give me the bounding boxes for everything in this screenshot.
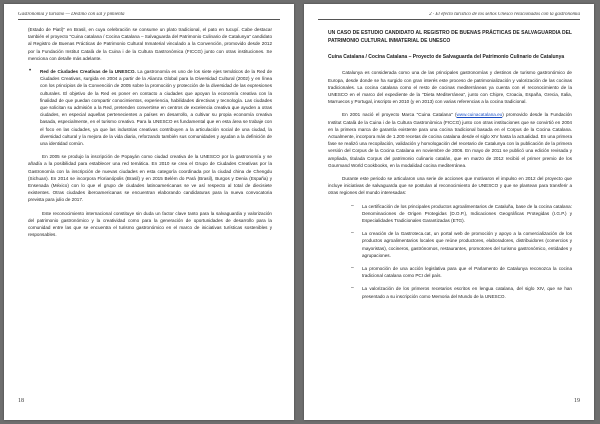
creative-cities-bullet-title: Red de Ciudades Creativas de la UNESCO. [40,69,136,75]
list-item-text: La promoción de una acción legislativa para que el Parlamento de Catalunya reconozca la cocina tradicional catalana como PCI del país. [362,266,572,279]
list-item [350,230,572,259]
right-page-content [328,26,572,306]
list-item [350,203,572,225]
dash-bullet-icon: – [351,230,354,237]
right-page-number: 19 [574,398,580,404]
left-page-number: 18 [18,398,24,404]
left-intro-paragraph: (Estado de Piatí)" en Brasil, en cuya celebración se consume un plato tradicional, el pato en tucupí. Cabe destacar también el proyecto "Cuina catalana / Cocina Catalana – Salvaguarda del Patrimonio Culinario de Catalunya" candidato al Registro de Buenas Prácticas de Patrimonio Cultural Inmaterial vinculado a la Convención, promovido desde 2012 por la Fundación Institut Català de la Cuina i de la Cultura Gastronòmica (FICCG) junto con otras instituciones. Se menciona con detalle más adelante. [28,27,272,61]
dash-bullet-icon: – [351,202,354,209]
creative-cities-bullet [28,68,272,147]
left-page [4,4,294,420]
right-running-header: 2 · El efecto turístico de los sellos Unesco relacionados con la gastronomía [318,12,580,20]
list-item [350,265,572,279]
bullet-dot-icon: • [29,68,32,75]
safeguard-actions-list [328,203,572,300]
cuina-catalana-link[interactable]: www.cuinacatalana.eu [456,112,503,118]
case-study-subtitle: Cuina Catalana / Cocina Catalana – Proyecto de Salvaguarda del Patrimonio Culinario de Catalunya [328,53,565,60]
left-paragraph-popayan: En 2005 se produjo la inscripción de Popayán como ciudad creativa de la UNESCO por la gastronomía y se añadía a la posibilidad para establecer una red temática. En 2010 se crea el Grupo de Ciudades Creativas por la Gastronomía con la inscripción de nuevas ciudades en esta categoría coordinada por la ciudad china de Chengdu (Sichuan). En 2014 se incorpora Florianópolis (Brasil) y en 2015 Belém do Pará (Brasil), Burgos y Denia (España) y Ensenada (México) con lo que el grupo de ciudades latinoamericanas se ve así respecto al total de diecisiete existentes. Otras ciudades iberoamericanas se encuentran elaborando candidaturas para la nueva convocatoria prevista para julio de 2017. [28,154,272,203]
paragraph-text-before-link: En 2001 nació el proyecto Marca "Cuina Catalana" ( [342,112,457,118]
right-paragraph-cuina-catalana [328,111,572,169]
list-item [350,285,572,299]
list-item-text: La creación de la Gastroteca.cat, un portal web de promoción y apoyo a la comercialización de los productos agroalimentarios locales que reúne productores, elaboradores, distribuidores (comercios y mayoristas), cocineros, gastrónomos, restaurantes, promotores del turismo gastronómico, entidades y agrupaciones. [362,231,572,258]
case-study-title: UN CASO DE ESTUDIO CANDIDATO AL REGISTRO DE BUENAS PRÁCTICAS DE SALVAGUARDIA DEL PATRIMONIO CULTURAL INMATERIAL DE UNESCO [328,30,572,44]
right-page [304,4,594,420]
left-running-header: Gastronomía y turismo — Destino con sal y pimienta [18,12,280,20]
right-paragraph-catalunya: Catalunya es considerada como una de las principales gastronomías y destinos de turismo gastronómico de Europa, desde donde se ha surgido con gran interés este proceso de patrimonialización y valorización de las cocinas tradicionales. La cocina catalana como el resto de cocinas mediterráneas ya cuenta con el reconocimiento de la UNESCO en el marco del expediente de la "Dieta Mediterránea", junto con Chipre, Croacia, España, Grecia, Italia, Marruecos y Portugal, inscripto en 2010 (y en 2013) con varias referencias a la cocina tradicional. [328,70,572,105]
list-item-text: La certificación de los principales productos agroalimentarios de Cataluña, base de la cocina catalana: Denominaciones de Origen Protegidas (D.O.P.), Indicaciones Geográficas Protegidas (I.G.P.) y Especialidades Tradicionales Garantizadas (ETG). [362,203,572,224]
list-item-text: La valorización de los primeros recetarios escritos en lengua catalana, del siglo XIV, que se han presentado a su inscripción como Memoria del Mundo de la UNESCO. [362,286,572,299]
dash-bullet-icon: – [351,285,354,292]
creative-cities-bullet-text: La gastronomía es uno de los siete ejes temáticos de la Red de Ciudades Creativas, surgida en 2004 a partir de la Alianza Global para la Diversidad Cultural (2002) y en línea con los principios de la Convención de 2005 sobre la promoción y protección de la diversidad de las expresiones culturales. El objetivo de la Red es poner en contacto a ciudades que apoyan la economía creativa con la finalidad de que puedan compartir conocimientos, experiencia, habilidades directivas y tecnología. Las ciudades que solicitan su admisión a la Red, pretenden convertirse en centros de excelencia creativa que ayuden a otras ciudades, en especial aquellas pertenecientes a países en desarrollo, a cultivar su propia economía creativa basada, especialmente, en el turismo creativo. Para la UNESCO es fundamental que en esta área se trabaje con el foco en las ciudades, ya que las industrias creativas contribuyen a la articulación social de una ciudad, la diversidad cultural y la mejora de la vida diaria, reforzando también sus comunidades y ayudan a la definición de una identidad común. [40,69,272,147]
dash-bullet-icon: – [351,265,354,272]
left-paragraph-recognition: Este reconocimiento internacional constituye sin duda un factor clave tanto para la salvaguardia y valorización del patrimonio gastronómico y la creatividad como para la generación de oportunidades de desarrollo para la comunidad entre las que se encuentra el turismo gastronómico en el marco de iniciativas turísticas sostenibles y responsables. [28,210,272,238]
right-paragraph-actions: Durante este periodo se articularon una serie de acciones que motivaron el impulso en 2012 del proyecto que incluye iniciativas de salvaguarda que se postulan al reconocimiento de UNESCO y que se plantean para transferir a otras regiones del mundo interesadas: [328,176,572,196]
paragraph-text-after-link: ) promovido desde la Fundación Institut Català de la Cuina i de la Cultura Gastronòmica (FICCG) junto con otras instituciones que se convirtió en 2004 en la primera marca de garantía existente para una cocina tradicional basada en el Corpus de la Cocina Catalana. Actualmente, incorpora más de 1.200 recetas de cocina catalana desde el siglo XIV hasta la actualidad. En una primera fase se realizó una recopilación, validación y homologación del recetario de Catalunya con la publicación de la primera versión del Corpus de la Cocina Catalana en noviembre de 2006. En mayo de 2011 se publicó una edición revisada y ampliada, titulada Corpus del patrimonio culinario catalán, que en marzo de 2012 recibió el primer premio de los Gourmand World Cookbooks, en la modalidad cocina mediterránea. [328,112,572,168]
left-page-content [28,26,272,244]
